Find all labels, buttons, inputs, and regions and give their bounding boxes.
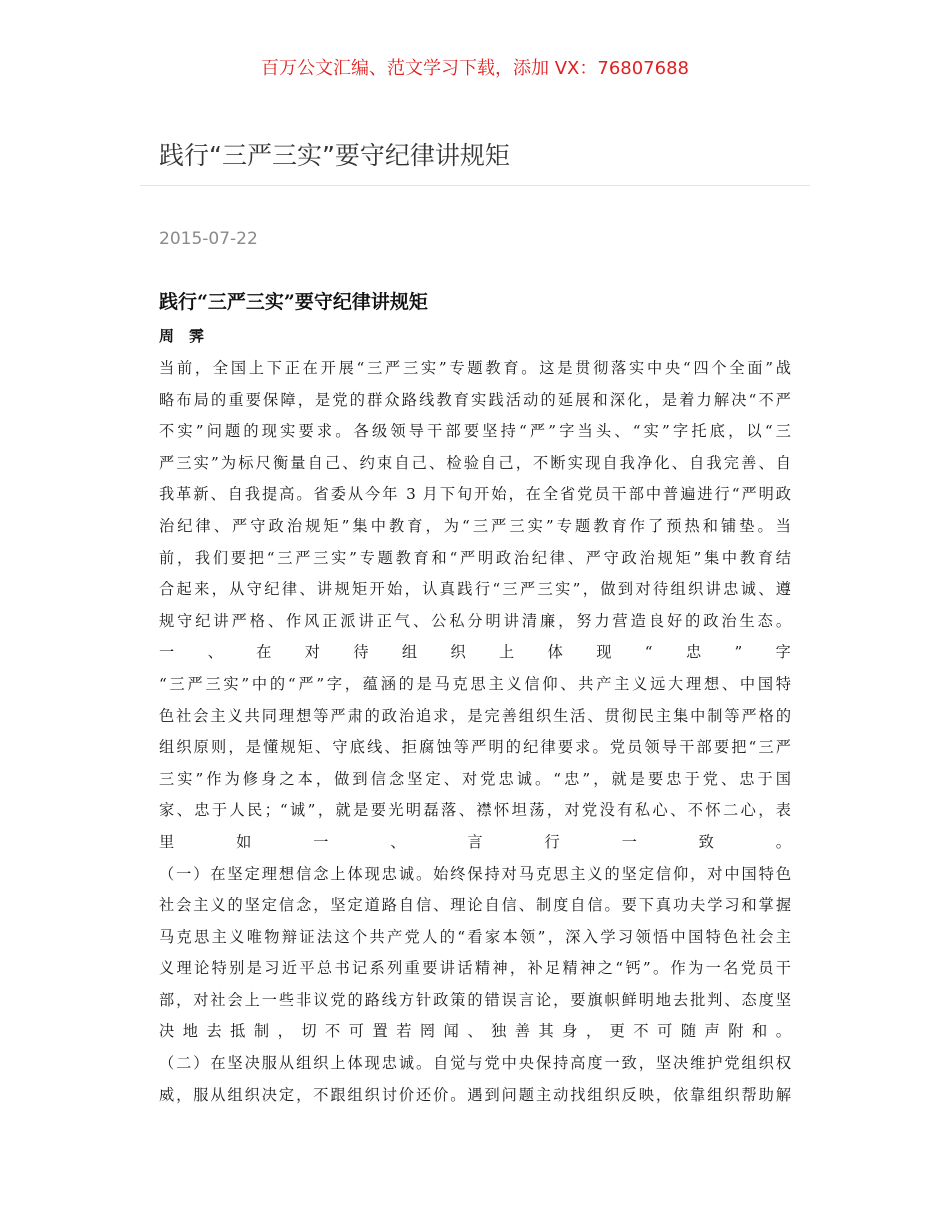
spread-char: 善 [514, 1022, 530, 1041]
body-line: 略布局的重要保障，是党的群众路线教育实践活动的延展和深化，是着力解决“不严 [159, 390, 791, 409]
body-line: （一）在坚定理想信念上体现忠诚。始终保持对马克思主义的坚定信仰，对中国特色 [159, 864, 791, 883]
spread-char: 忠 [685, 643, 702, 662]
body-line: 威，服从组织决定，不跟组织讨价还价。遇到问题主动找组织反映，依靠组织帮助解 [159, 1085, 791, 1104]
body-line: 当前，全国上下正在开展“三严三实”专题教育。这是贯彻落实中央“四个全面”战 [159, 359, 791, 377]
spread-char: 更 [609, 1022, 625, 1041]
spread-char: 字 [775, 643, 791, 662]
spread-char: 其 [538, 1022, 554, 1041]
body-line: 治纪律、严守政治规矩”集中教育，为“三严三实”专题教育作了预热和铺垫。当 [159, 516, 791, 535]
spread-char: 切 [301, 1022, 317, 1041]
publish-date: 2015-07-22 [159, 229, 258, 249]
spread-char: 、 [467, 1022, 483, 1041]
body-line: 马克思主义唯物辩证法这个共产党人的“看家本领”，深入学习领悟中国特色社会主 [159, 927, 791, 946]
spread-char: 罔 [419, 1022, 436, 1041]
spread-char: 致 [698, 832, 714, 851]
body-line-spread [159, 1016, 791, 1048]
body-line: 家、忠于人民；“诚”，就是要光明磊落、襟怀坦荡，对党没有私心、不怀二心，表 [159, 801, 791, 820]
body-line: 社会主义的坚定信念，坚定道路自信、理论自信、制度自信。要下真功夫学习和掌握 [159, 896, 791, 915]
spread-char: 。 [775, 1022, 791, 1041]
body-line: “三严三实”中的“严”字，蕴涵的是马克思主义信仰、共产主义远大理想、中国特 [159, 674, 791, 693]
body-line: 部，对社会上一些非议党的路线方针政策的错误言论，要旗帜鲜明地去批判、态度坚 [159, 990, 791, 1009]
spread-char: 组 [401, 643, 418, 662]
spread-char: 现 [596, 643, 612, 662]
spread-char: 织 [450, 643, 466, 662]
spread-char: 可 [348, 1022, 364, 1041]
body-line-spread [159, 827, 791, 859]
spread-char: 制 [253, 1022, 270, 1041]
spread-char: 去 [206, 1022, 222, 1041]
article-title: 践行“三严三实”要守纪律讲规矩 [159, 291, 428, 313]
spread-char: 、 [207, 643, 223, 662]
spread-char: 一 [621, 832, 637, 851]
body-line: 我革新、自我提高。省委从今年 3 月下旬开始，在全省党员干部中普遍进行“严明政 [159, 485, 791, 504]
spread-char: 里 [159, 832, 175, 851]
spread-char: 。 [775, 832, 791, 851]
title-divider [140, 185, 810, 186]
spread-char: 声 [704, 1022, 720, 1041]
body-line: 规守纪讲严格、作风正派讲正气、公私分明讲清廉，努力营造良好的政治生态。 [159, 611, 791, 630]
body-line: 合起来，从守纪律、讲规矩开始，认真践行“三严三实”，做到对待组织讲忠诚、遵 [159, 580, 791, 599]
body-line: 色社会主义共同理想等严肃的政治追求，是完善组织生活、贯彻民主集中制等严格的 [159, 706, 791, 725]
spread-char: 地 [182, 1022, 198, 1041]
spread-char: 独 [491, 1022, 507, 1041]
body-line: 不实”问题的现实要求。各级领导干部要坚持“严”字当头、“实”字托底，以“三 [159, 422, 791, 441]
spread-char: 体 [547, 643, 563, 662]
spread-char: 上 [499, 643, 515, 662]
spread-char: 对 [304, 643, 320, 662]
spread-char: 行 [544, 832, 560, 851]
spread-char: 不 [633, 1022, 649, 1041]
spread-char: ， [585, 1022, 602, 1041]
spread-char: 随 [680, 1022, 696, 1041]
body-line: 三实”作为修身之本，做到信念坚定、对党忠诚。“忠”，就是要忠于党、忠于国 [159, 769, 791, 788]
body-line: 义理论特别是习近平总书记系列重要讲话精神，补足精神之“钙”。作为一名党员干 [159, 959, 791, 978]
spread-char: 和 [751, 1022, 768, 1041]
spread-char: 一 [159, 643, 175, 662]
article-author: 周 霁 [159, 327, 205, 345]
spread-char: 待 [353, 643, 369, 662]
body-line: 严三实”为标尺衡量自己、约束自己、检验自己，不断实现自我净化、自我完善、自 [159, 453, 791, 472]
promo-banner: 百万公文汇编、范文学习下载，添加 VX：76807688 [261, 58, 689, 79]
spread-char: 决 [159, 1022, 175, 1041]
spread-char: ， [277, 1022, 293, 1041]
spread-char: ” [734, 643, 743, 662]
spread-char: “ [644, 643, 653, 662]
spread-char: 若 [396, 1022, 412, 1041]
spread-char: 不 [325, 1022, 341, 1041]
spread-char: 、 [390, 832, 406, 851]
page-title: 践行“三严三实”要守纪律讲规矩 [159, 141, 510, 170]
spread-char: 在 [256, 643, 272, 662]
body-line: （二）在坚决服从组织上体现忠诚。自觉与党中央保持高度一致，坚决维护党组织权 [159, 1054, 791, 1073]
spread-char: 抵 [230, 1022, 246, 1041]
spread-char: 置 [372, 1022, 388, 1041]
spread-char: 言 [467, 832, 483, 851]
spread-char: 一 [313, 832, 329, 851]
section-heading-1 [159, 637, 791, 669]
article-body [159, 353, 791, 1111]
spread-char: 身 [562, 1022, 578, 1041]
spread-char: 可 [657, 1022, 673, 1041]
body-line: 前，我们要把“三严三实”专题教育和“严明政治纪律、严守政治规矩”集中教育结 [159, 548, 791, 567]
spread-char: 如 [236, 832, 252, 851]
spread-char: 附 [728, 1022, 744, 1041]
body-line: 组织原则，是懂规矩、守底线、拒腐蚀等严明的纪律要求。党员领导干部要把“三严 [159, 738, 791, 757]
spread-char: 闻 [443, 1022, 459, 1041]
